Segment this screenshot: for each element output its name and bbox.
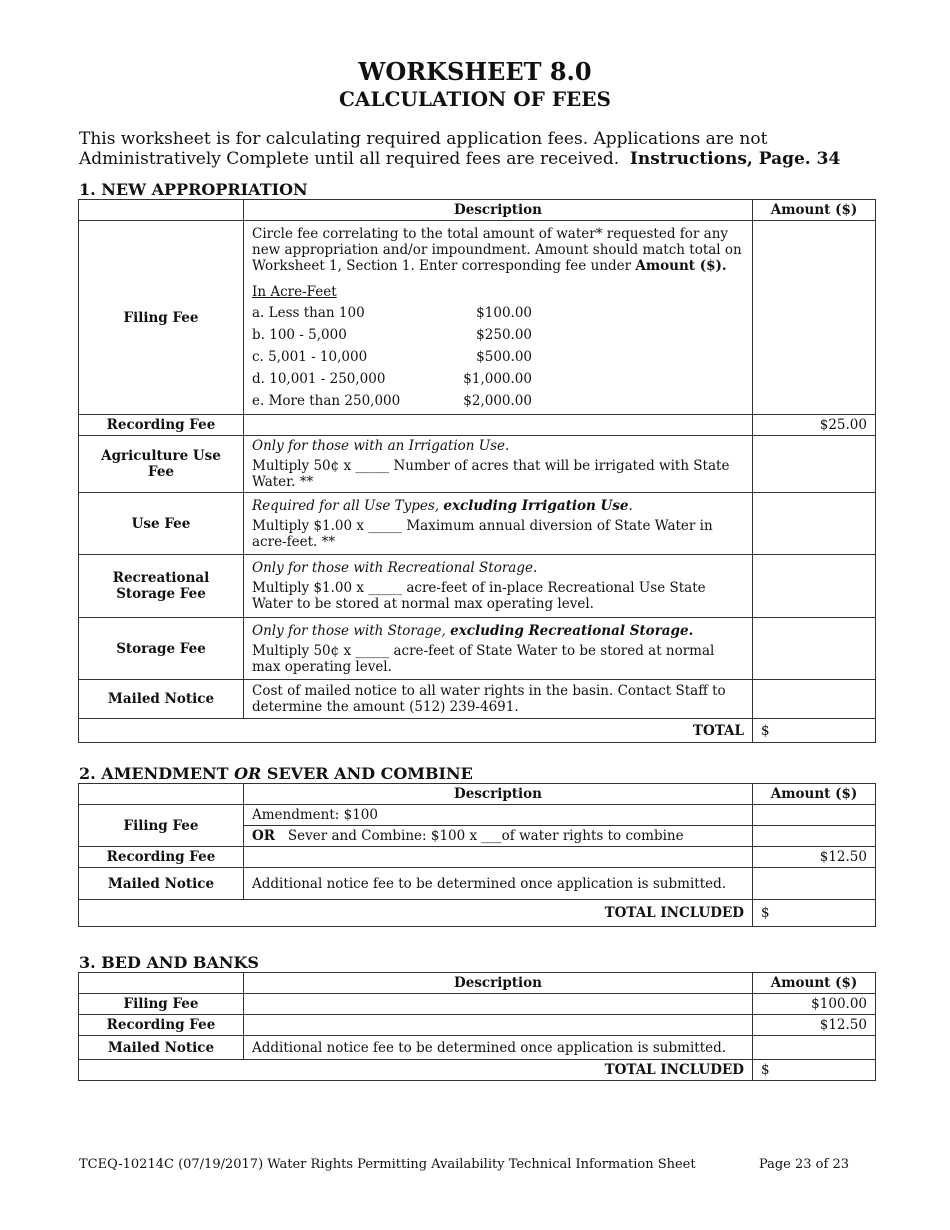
section-1-heading: 1. NEW APPROPRIATION: [79, 180, 308, 199]
blank-header: [79, 784, 244, 805]
recreational-fee-amount[interactable]: [753, 555, 876, 618]
section-2-heading-a: 2. AMENDMENT: [79, 764, 229, 783]
fee-range-amount: $1,000.00: [463, 371, 532, 387]
filing-fee-row: [79, 221, 876, 415]
blank-header: [79, 200, 244, 221]
amount-header: Amount ($): [753, 973, 876, 994]
mailed-notice-row: [79, 1036, 876, 1060]
instructions-reference: Instructions, Page. 34: [629, 149, 841, 169]
mailed-notice-row: [79, 868, 876, 900]
use-fee-label: Use Fee: [79, 493, 244, 555]
use-fee-description: [244, 493, 753, 555]
section-2-heading-or: OR: [234, 764, 262, 783]
agriculture-text: Multiply 50¢ x _____ Number of acres that will be irrigated with State Water. **: [252, 458, 730, 490]
storage-fee-description: [244, 618, 753, 680]
use-fee-note-bold: excluding Irrigation Use: [443, 497, 629, 514]
total-amount[interactable]: $: [753, 719, 876, 743]
mailed-notice-amount[interactable]: [753, 868, 876, 900]
mailed-notice-description: Cost of mailed notice to all water rights in the basin. Contact Staff to determine the amount (512) 239-4691.: [244, 680, 753, 719]
use-fee-text: Multiply $1.00 x _____ Maximum annual diversion of State Water in acre-feet. **: [252, 517, 713, 550]
recreational-fee-description: [244, 555, 753, 618]
mailed-notice-label: Mailed Notice: [79, 868, 244, 900]
total-row: [79, 900, 876, 927]
fee-range-amount: $500.00: [476, 349, 532, 365]
table-header-row: [79, 200, 876, 221]
intro-line-2: Administratively Complete until all required fees are received.: [79, 149, 620, 169]
mailed-notice-description: Additional notice fee to be determined once application is submitted.: [244, 1036, 753, 1060]
recording-fee-label: Recording Fee: [79, 847, 244, 868]
agriculture-fee-label: Agriculture Use Fee: [79, 436, 244, 493]
page-footer: [79, 1157, 849, 1172]
sever-combine-option: [244, 826, 753, 847]
fee-range-amount: $100.00: [476, 305, 532, 321]
amount-header: Amount ($): [753, 784, 876, 805]
mailed-notice-label: Mailed Notice: [79, 680, 244, 719]
sever-combine-amount[interactable]: [753, 826, 876, 847]
recording-fee-description: [244, 415, 753, 436]
agriculture-fee-description: [244, 436, 753, 493]
mailed-notice-row: [79, 680, 876, 719]
total-label: TOTAL: [79, 719, 753, 743]
recreational-fee-row: [79, 555, 876, 618]
fee-range-row: [252, 302, 744, 324]
filing-fee-label: Filing Fee: [79, 221, 244, 415]
amendment-option: Amendment: $100: [244, 805, 753, 826]
total-row: [79, 719, 876, 743]
filing-fee-description: [244, 994, 753, 1015]
blank-header: [79, 973, 244, 994]
intro-text: [79, 129, 879, 169]
agriculture-note: Only for those with an Irrigation Use.: [252, 438, 510, 454]
recording-fee-amount: $12.50: [753, 847, 876, 868]
storage-note: Only for those with Storage,: [252, 622, 446, 639]
recreational-fee-label: Recreational Storage Fee: [79, 555, 244, 618]
filing-fee-description: [244, 221, 753, 415]
filing-fee-row: [79, 805, 876, 826]
mailed-notice-label: Mailed Notice: [79, 1036, 244, 1060]
filing-fee-amount[interactable]: [753, 221, 876, 415]
section-2-heading: [79, 764, 473, 783]
fee-range-row: [252, 324, 744, 346]
fee-range: e. More than 250,000: [252, 393, 401, 409]
form-identifier: TCEQ-10214C (07/19/2017) Water Rights Permitting Availability Technical Information Sheet: [79, 1157, 696, 1172]
description-header: Description: [244, 973, 753, 994]
recreational-note: Only for those with Recreational Storage.: [252, 560, 538, 576]
table-header-row: [79, 973, 876, 994]
storage-fee-label: Storage Fee: [79, 618, 244, 680]
or-label: OR: [252, 828, 275, 844]
recording-fee-row: [79, 415, 876, 436]
mailed-notice-amount[interactable]: [753, 1036, 876, 1060]
recording-fee-amount: $12.50: [753, 1015, 876, 1036]
fee-range: d. 10,001 - 250,000: [252, 371, 386, 387]
page-number: Page 23 of 23: [758, 1157, 849, 1172]
use-fee-row: [79, 493, 876, 555]
mailed-notice-amount[interactable]: [753, 680, 876, 719]
fee-range: b. 100 - 5,000: [252, 327, 347, 343]
total-label: TOTAL INCLUDED: [79, 900, 753, 927]
recording-fee-row: [79, 1015, 876, 1036]
acre-feet-heading: In Acre-Feet: [252, 284, 337, 300]
filing-fee-text-bold: Amount ($).: [635, 258, 727, 274]
fee-range: a. Less than 100: [252, 305, 365, 321]
use-fee-amount[interactable]: [753, 493, 876, 555]
total-amount[interactable]: $: [753, 1060, 876, 1081]
worksheet-subtitle: CALCULATION OF FEES: [339, 87, 611, 111]
section-2-heading-b: SEVER AND COMBINE: [266, 764, 473, 783]
agriculture-fee-amount[interactable]: [753, 436, 876, 493]
fee-range: c. 5,001 - 10,000: [252, 349, 368, 365]
recording-fee-description: [244, 847, 753, 868]
fee-range-row: [252, 368, 744, 390]
storage-note-bold: excluding Recreational Storage.: [450, 622, 694, 639]
fee-range-amount: $250.00: [476, 327, 532, 343]
filing-fee-label: Filing Fee: [79, 805, 244, 847]
recording-fee-label: Recording Fee: [79, 415, 244, 436]
storage-fee-amount[interactable]: [753, 618, 876, 680]
total-row: [79, 1060, 876, 1081]
mailed-notice-description: Additional notice fee to be determined once application is submitted.: [244, 868, 753, 900]
agriculture-fee-row: [79, 436, 876, 493]
recording-fee-label: Recording Fee: [79, 1015, 244, 1036]
fee-range-row: [252, 390, 744, 412]
recording-fee-row: [79, 847, 876, 868]
description-header: Description: [244, 784, 753, 805]
filing-fee-amount: $100.00: [753, 994, 876, 1015]
use-fee-note-end: .: [628, 497, 633, 514]
filing-fee-text: Circle fee correlating to the total amount of water* requested for any new appropriation and/or impoundment. Amount should match total on Worksheet 1, Section 1. Enter corresponding fee under: [252, 226, 742, 274]
total-label: TOTAL INCLUDED: [79, 1060, 753, 1081]
storage-text: Multiply 50¢ x _____ acre-feet of State Water to be stored at normal max operating level.: [252, 642, 715, 675]
description-header: Description: [244, 200, 753, 221]
total-amount[interactable]: $: [753, 900, 876, 927]
filing-fee-row: [79, 994, 876, 1015]
storage-fee-row: [79, 618, 876, 680]
bed-and-banks-table: [78, 972, 876, 1081]
intro-line-1: This worksheet is for calculating required application fees. Applications are not: [79, 129, 768, 149]
section-3-heading: 3. BED AND BANKS: [79, 953, 259, 972]
fee-range-amount: $2,000.00: [463, 393, 532, 409]
new-appropriation-table: [78, 199, 876, 743]
use-fee-note: Required for all Use Types,: [252, 497, 440, 514]
amount-header: Amount ($): [753, 200, 876, 221]
table-header-row: [79, 784, 876, 805]
fee-range-row: [252, 346, 744, 368]
recording-fee-amount: $25.00: [753, 415, 876, 436]
recreational-text: Multiply $1.00 x _____ acre-feet of in-place Recreational Use State Water to be stored at normal max operating level.: [252, 580, 706, 612]
recording-fee-description: [244, 1015, 753, 1036]
filing-fee-label: Filing Fee: [79, 994, 244, 1015]
amendment-table: [78, 783, 876, 927]
sever-combine-text: Sever and Combine: $100 x ___of water rights to combine: [287, 828, 684, 844]
worksheet-title: WORKSHEET 8.0: [358, 57, 592, 86]
amendment-amount[interactable]: [753, 805, 876, 826]
